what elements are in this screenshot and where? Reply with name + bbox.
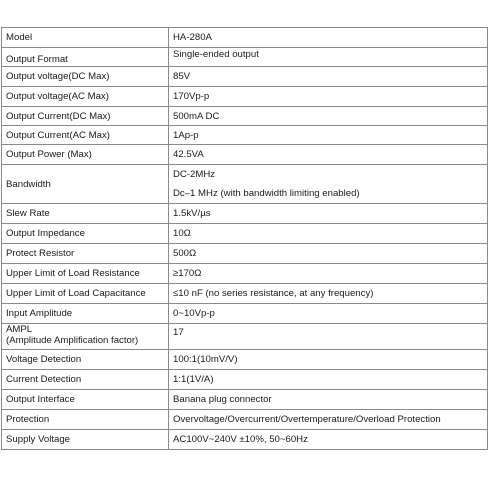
table-row (2, 48, 488, 67)
table-row (2, 244, 488, 264)
row-label: Output Interface (2, 390, 169, 410)
row-label: Output voltage(AC Max) (2, 87, 169, 107)
row-label: Output Impedance (2, 224, 169, 244)
row-label: Output voltage(DC Max) (2, 67, 169, 87)
table-row (2, 28, 488, 48)
table-row (2, 304, 488, 324)
row-value: 42.5VA (169, 145, 488, 165)
table-row (2, 204, 488, 224)
ampl-sub-label: (Amplitude Amplification factor) (6, 335, 139, 346)
row-value: ≥170Ω (169, 264, 488, 284)
table-row (2, 107, 488, 126)
row-value: 170Vp-p (169, 87, 488, 107)
table-row (2, 264, 488, 284)
table-row (2, 284, 488, 304)
table-row (2, 145, 488, 165)
table-row (2, 370, 488, 390)
row-label: Protection (2, 410, 169, 430)
row-value: 100:1(10mV/V) (169, 350, 488, 370)
row-label: Supply Voltage (2, 430, 169, 450)
row-label: Output Current(DC Max) (2, 107, 169, 126)
row-value (169, 165, 488, 204)
row-label: Current Detection (2, 370, 169, 390)
row-label: Input Amplitude (2, 304, 169, 324)
row-value: AC100V~240V ±10%, 50~60Hz (169, 430, 488, 450)
row-value: 0~10Vp-p (169, 304, 488, 324)
row-value: HA-280A (169, 28, 488, 48)
table-row (2, 87, 488, 107)
row-value: 85V (169, 67, 488, 87)
table-row (2, 324, 488, 350)
row-value: 1.5kV/µs (169, 204, 488, 224)
row-label: Output Current(AC Max) (2, 126, 169, 145)
row-label: Output Format (2, 48, 169, 67)
bandwidth-value: DC-2MHz (173, 169, 216, 180)
row-label: Slew Rate (2, 204, 169, 224)
row-label: Bandwidth (2, 165, 169, 204)
ampl-label: AMPL (6, 324, 33, 335)
row-value: Single-ended output (169, 48, 488, 67)
table-row (2, 430, 488, 450)
row-value: 10Ω (169, 224, 488, 244)
row-value: Overvoltage/Overcurrent/Overtemperature/Overload Protection (169, 410, 488, 430)
row-label: Voltage Detection (2, 350, 169, 370)
row-value: 1:1(1V/A) (169, 370, 488, 390)
row-value: 1Ap-p (169, 126, 488, 145)
row-value: 17 (169, 324, 488, 350)
table-row (2, 390, 488, 410)
row-label: Model (2, 28, 169, 48)
row-value: 500Ω (169, 244, 488, 264)
row-label: Upper Limit of Load Capacitance (2, 284, 169, 304)
row-label: Output Power (Max) (2, 145, 169, 165)
row-label: Protect Resistor (2, 244, 169, 264)
spec-table (1, 27, 488, 450)
table-row (2, 350, 488, 370)
row-value: ≤10 nF (no series resistance, at any frequency) (169, 284, 488, 304)
table-row (2, 165, 488, 204)
row-value: Banana plug connector (169, 390, 488, 410)
row-value: 500mA DC (169, 107, 488, 126)
row-label (2, 324, 169, 350)
row-label: Upper Limit of Load Resistance (2, 264, 169, 284)
table-row (2, 67, 488, 87)
bandwidth-limited-value: Dc–1 MHz (with bandwidth limiting enabled) (173, 188, 360, 199)
table-row (2, 410, 488, 430)
table-row (2, 224, 488, 244)
table-row (2, 126, 488, 145)
